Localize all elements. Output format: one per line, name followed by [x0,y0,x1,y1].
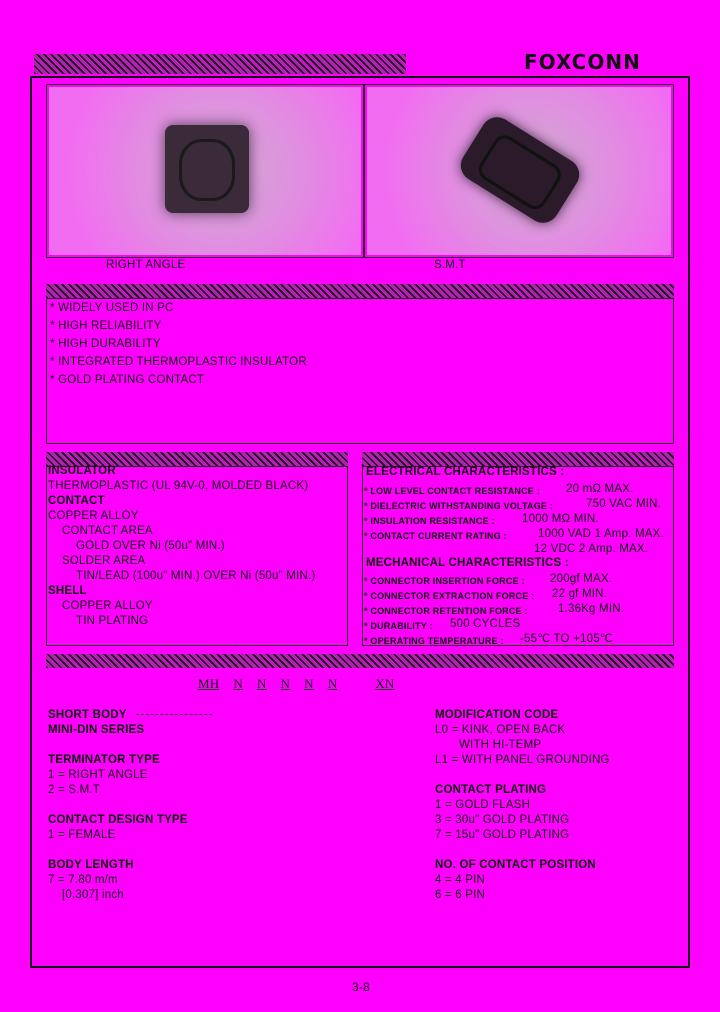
mechanical-value: 1.36Kg MIN. [558,603,625,615]
part-code-segment: N [304,676,314,691]
ordering-line: 4 = 4 PIN [435,874,486,886]
mechanical-label: * DURABILITY : [364,621,433,631]
electrical-value: 20 mΩ MAX. [566,483,634,495]
ordering-line: 3 = 30u" GOLD PLATING [435,814,570,826]
short-body-leader-line [136,714,212,715]
feature-item: * WIDELY USED IN PC [50,302,174,314]
photo-panel-right [364,84,674,258]
ordering-line: 2 = S.M.T [48,784,100,796]
ordering-title: BODY LENGTH [48,859,134,871]
ordering-line: 7 = 7.80 m/m [48,874,118,886]
features-hatch-bar [46,284,674,298]
mechanical-label: * OPERATING TEMPERATURE : [364,636,504,646]
ordering-line: 1 = RIGHT ANGLE [48,769,148,781]
mechanical-value: 22 gf MIN. [552,588,608,600]
photo-panel-left [46,84,364,258]
mechanical-value: 500 CYCLES [450,618,521,630]
material-line: THERMOPLASTIC (UL 94V-0, MOLDED BLACK) [48,480,309,492]
ordering-title: MINI-DIN SERIES [48,724,145,736]
part-code-segment: N [327,676,338,691]
part-number-code [198,676,409,693]
ordering-title: NO. OF CONTACT POSITION [435,859,596,871]
mechanical-label: * CONNECTOR INSERTION FORCE : [364,576,525,586]
ordering-line: L1 = WITH PANEL GROUNDING [435,754,610,766]
electrical-value: 750 VAC MIN. [586,498,662,510]
electrical-label: * DIELECTRIC WITHSTANDING VOLTAGE : [364,501,553,511]
ordering-line: 6 = 6 PIN [435,889,486,901]
mechanical-value: 200gf MAX. [550,573,613,585]
right-angle-caption: RIGHT ANGLE [106,259,186,271]
material-line: COPPER ALLOY [48,510,139,522]
right-angle-connector-image [165,125,249,213]
material-heading: SHELL [48,585,87,597]
material-line: TIN/LEAD (100u" MIN.) OVER Ni (50u" MIN.) [76,570,316,582]
feature-item: * INTEGRATED THERMOPLASTIC INSULATOR [50,356,307,368]
feature-item: * HIGH DURABILITY [50,338,161,350]
ordering-line: 7 = 15u" GOLD PLATING [435,829,570,841]
ordering-title: CONTACT PLATING [435,784,547,796]
header-hatch-bar [34,54,406,74]
ordering-line: WITH HI-TEMP [459,739,542,751]
characteristics-hatch-bar [362,452,674,466]
part-code-segment: XN [375,676,395,691]
feature-item: * HIGH RELIABILITY [50,320,162,332]
electrical-value: 12 VDC 2 Amp. MAX. [534,543,649,555]
ordering-line: [0.307] inch [62,889,124,901]
ordering-title: MODIFICATION CODE [435,709,559,721]
page-number: 3-8 [352,980,370,994]
part-code-segment: N [256,676,267,691]
material-line: COPPER ALLOY [62,600,153,612]
ordering-hatch-bar [46,654,674,668]
mechanical-title: MECHANICAL CHARACTERISTICS : [366,557,569,569]
material-heading: CONTACT [48,495,105,507]
electrical-value: 1000 VAD 1 Amp. MAX. [538,528,664,540]
mechanical-value: -55℃ TO +105℃ [520,633,613,645]
material-line: GOLD OVER Ni (50u" MIN.) [76,540,225,552]
electrical-label: * INSULATION RESISTANCE : [364,516,495,526]
part-code-segment: MH [198,676,220,691]
electrical-value: 1000 MΩ MIN. [522,513,599,525]
electrical-title: ELECTRICAL CHARACTERISTICS : [366,466,565,478]
ordering-line: 1 = FEMALE [48,829,116,841]
part-code-segment: N [280,676,291,691]
material-line: SOLDER AREA [62,555,146,567]
ordering-line: 1 = GOLD FLASH [435,799,531,811]
mechanical-label: * CONNECTOR RETENTION FORCE : [364,606,528,616]
part-code-segment: N [233,676,243,691]
material-line: CONTACT AREA [62,525,153,537]
smt-caption: S.M.T [434,259,466,271]
feature-item: * GOLD PLATING CONTACT [50,374,205,386]
foxconn-logo: FOXCONN [524,50,641,74]
electrical-label: * CONTACT CURRENT RATING : [364,531,507,541]
material-line: TIN PLATING [76,615,149,627]
material-heading: INSULATOR [48,465,116,477]
ordering-line: L0 = KINK, OPEN BACK [435,724,566,736]
mechanical-label: * CONNECTOR EXTRACTION FORCE : [364,591,535,601]
electrical-label: * LOW LEVEL CONTACT RESISTANCE : [364,486,540,496]
ordering-title: TERMINATOR TYPE [48,754,160,766]
ordering-title: CONTACT DESIGN TYPE [48,814,188,826]
ordering-title: SHORT BODY [48,709,127,721]
